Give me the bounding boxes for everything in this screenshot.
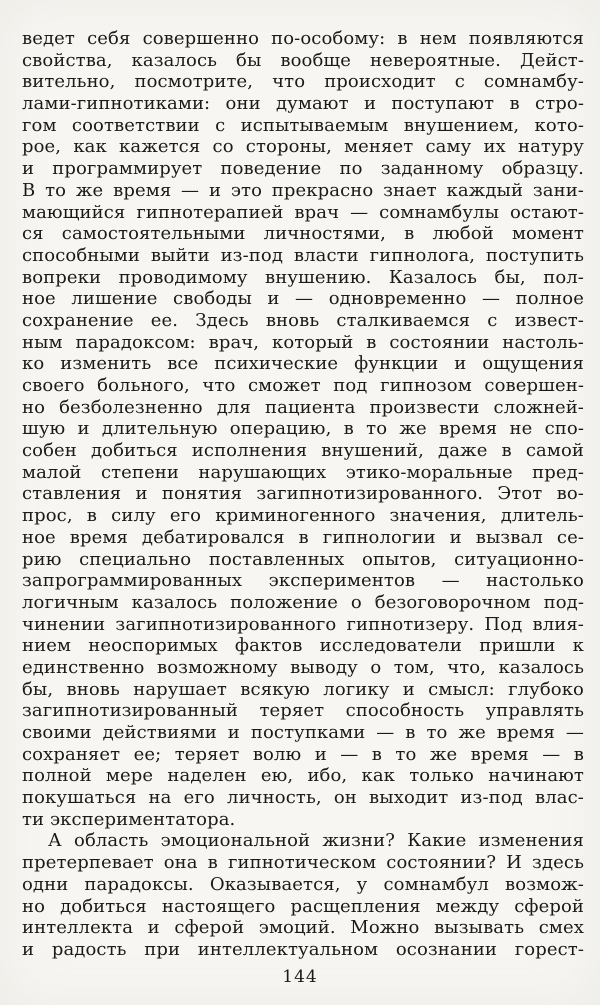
text-line: рию специально поставленных опытов, ситуационно- <box>22 548 584 570</box>
text-line: ведет себя совершенно по-особому: в нем появляются <box>22 28 584 49</box>
text-line: вопреки проводимому внушению. Казалось бы, пол- <box>22 266 584 288</box>
text-line: малой степени нарушающих этико-моральные пред- <box>22 461 584 483</box>
text-line: ти экспериментатора. <box>22 808 236 830</box>
text-line: и радость при интеллектуальном осознании горест- <box>22 938 584 960</box>
text-line: но безболезненно для пациента произвести сложней- <box>22 396 584 418</box>
text-line: но добиться настоящего расщепления между сферой <box>22 895 584 917</box>
text-line: одни парадоксы. Оказывается, у сомнамбул возмож- <box>22 873 584 895</box>
text-line: лами-гипнотиками: они думают и поступают в стро- <box>22 93 584 115</box>
text-line: способными выйти из-под власти гипнолога, поступить <box>22 244 584 266</box>
text-line: нием неоспоримых фактов исследователи пришли к <box>22 635 584 657</box>
text-line: бы, вновь нарушает всякую логику и смысл: глубоко <box>22 678 584 700</box>
text-line: А область эмоциональной жизни? Какие изменения <box>48 830 584 852</box>
page-number: 144 <box>282 967 318 987</box>
text-line: и программирует поведение по заданному образцу. <box>22 158 584 180</box>
text-line: ным парадоксом: врач, который в состоянии настоль- <box>22 331 584 353</box>
text-line: В то же время — и это прекрасно знает каждый зани- <box>22 179 584 201</box>
text-line: рое, как кажется со стороны, меняет саму их натуру <box>22 136 584 158</box>
text-line: собен добиться исполнения внушений, даже в самой <box>22 440 584 462</box>
text-line: мающийся гипнотерапией врач — сомнамбулы остают- <box>22 201 584 223</box>
text-line: ное время дебатировался в гипнологии и вызвал се- <box>22 526 584 548</box>
text-line: полной мере наделен ею, ибо, как только начинают <box>22 765 584 787</box>
text-line: гом соответствии с испытываемым внушением, кото- <box>22 114 584 136</box>
body-text <box>22 28 584 961</box>
text-line: чинении загипнотизированного гипнотизеру. Под влия- <box>22 613 584 635</box>
text-line: запрограммированных экспериментов — настолько <box>22 570 584 592</box>
text-line: вительно, посмотрите, что происходит с сомнамбу- <box>22 71 584 93</box>
text-line: своими действиями и поступками — в то же время — <box>22 722 584 743</box>
text-line: сохранение ее. Здесь вновь сталкиваемся с извест- <box>22 309 584 331</box>
text-line: ставления и понятия загипнотизированного. Этот во- <box>22 483 584 505</box>
text-line: загипнотизированный теряет способность управлять <box>22 700 584 722</box>
text-line: претерпевает она в гипнотическом состоянии? И здесь <box>22 852 584 874</box>
text-line: ное лишение свободы и — одновременно — полное <box>22 288 584 310</box>
text-line: шую и длительную операцию, в то же время не спо- <box>22 418 584 440</box>
text-line: единственно возможному выводу о том, что, казалось <box>22 656 584 678</box>
text-line: ко изменить все психические функции и ощущения <box>22 353 584 375</box>
text-line: своего больного, что сможет под гипнозом совершен- <box>22 375 584 396</box>
text-line: сохраняет ее; теряет волю и — в то же время — в <box>22 743 584 765</box>
text-line: интеллекта и сферой эмоций. Можно вызывать смех <box>22 917 584 939</box>
text-line: логичным казалось положение о безоговорочном под- <box>22 591 584 613</box>
text-line: свойства, казалось бы вообще невероятные. Дейст- <box>22 49 584 71</box>
text-line: покушаться на его личность, он выходит из-под влас- <box>22 787 584 809</box>
text-line: ся самостоятельными личностями, в любой момент <box>22 223 584 245</box>
text-line: прос, в силу его криминогенного значения, длитель- <box>22 505 584 527</box>
